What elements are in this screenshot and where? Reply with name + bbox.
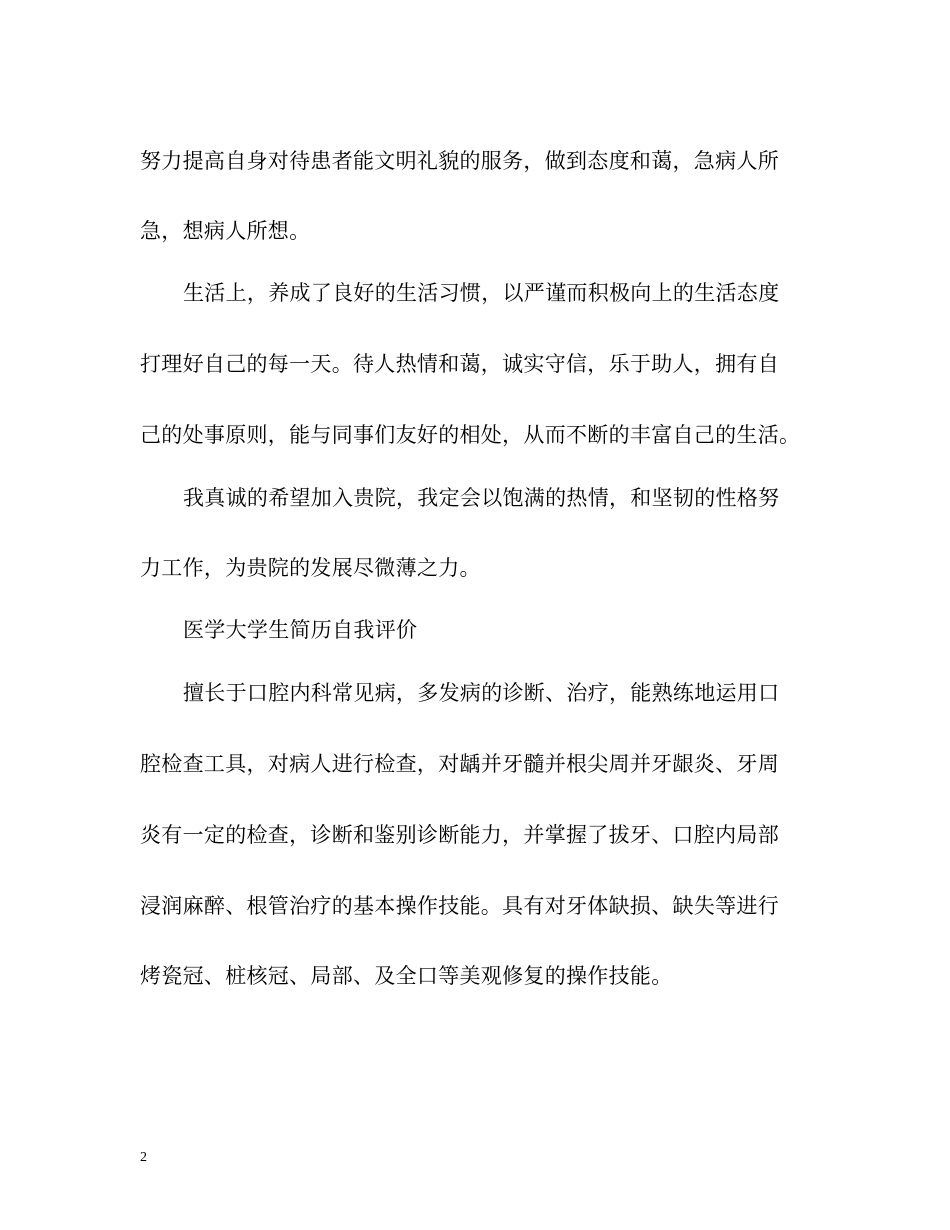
text-line: 急，想病人所想。 <box>140 219 311 243</box>
paragraph-line: 擅长于口腔内科常见病，多发病的诊断、治疗，能熟练地运用口 <box>183 681 780 705</box>
text-line: 烤瓷冠、桩核冠、局部、及全口等美观修复的操作技能。 <box>140 964 673 988</box>
text-line: 浸润麻醉、根管治疗的基本操作技能。具有对牙体缺损、缺失等进行 <box>140 894 779 918</box>
page-number: 2 <box>140 1150 147 1165</box>
section-heading: 医学大学生简历自我评价 <box>183 618 418 642</box>
paragraph-line: 生活上，养成了良好的生活习惯，以严谨而积极向上的生活态度 <box>183 281 780 305</box>
text-line: 打理好自己的每一天。待人热情和蔼，诚实守信，乐于助人，拥有自 <box>140 352 779 376</box>
text-line: 腔检查工具，对病人进行检查，对龋并牙髓并根尖周并牙龈炎、牙周 <box>140 752 779 776</box>
text-line: 炎有一定的检查，诊断和鉴别诊断能力，并掌握了拔牙、口腔内局部 <box>140 823 779 847</box>
text-line: 力工作，为贵院的发展尽微薄之力。 <box>140 556 481 580</box>
text-line: 己的处事原则，能与同事们友好的相处，从而不断的丰富自己的生活。 <box>140 423 801 447</box>
text-line: 努力提高自身对待患者能文明礼貌的服务，做到态度和蔼，急病人所 <box>140 149 779 173</box>
paragraph-line: 我真诚的希望加入贵院，我定会以饱满的热情，和坚韧的性格努 <box>183 486 780 510</box>
